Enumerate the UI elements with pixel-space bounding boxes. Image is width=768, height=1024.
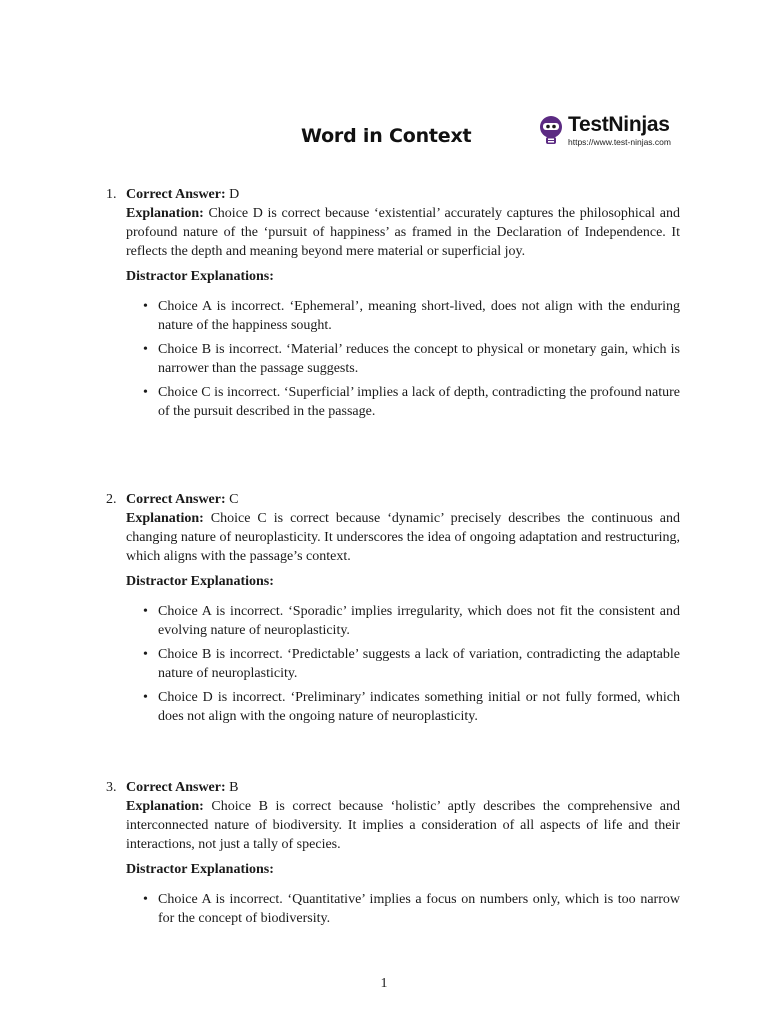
correct-answer-value: D	[229, 187, 240, 202]
testninjas-logo[interactable]	[538, 113, 688, 149]
distractor-list	[126, 890, 680, 928]
correct-answer-line	[126, 185, 680, 204]
correct-answer-line	[126, 490, 680, 509]
bullet-icon: •	[143, 342, 148, 357]
ninja-mascot-icon	[538, 115, 564, 145]
correct-answer-value: B	[229, 780, 239, 795]
question-number: 3.	[106, 780, 117, 795]
distractor-text: Choice B is incorrect. ‘Material’ reduces the concept to physical or monetary gain, which is narrower than the passage suggests.	[158, 342, 680, 376]
distractor-heading: Distractor Explanations:	[126, 862, 274, 877]
explanation	[126, 204, 680, 261]
distractor-text: Choice B is incorrect. ‘Predictable’ suggests a lack of variation, contradicting the adaptable nature of neuroplasticity.	[158, 647, 680, 681]
distractor-item	[126, 383, 680, 421]
explanation	[126, 797, 680, 854]
explanation	[126, 509, 680, 566]
page-title: Word in Context	[301, 125, 472, 147]
page-header	[0, 0, 768, 170]
correct-answer-value: C	[229, 492, 239, 507]
question-number: 1.	[106, 187, 117, 202]
correct-answer-label: Correct Answer:	[126, 492, 226, 507]
distractor-text: Choice D is incorrect. ‘Preliminary’ indicates something initial or not fully formed, which does not align with the ongoing nature of neuroplasticity.	[158, 690, 680, 724]
distractor-heading: Distractor Explanations:	[126, 574, 274, 589]
bullet-icon: •	[143, 299, 148, 314]
bullet-icon: •	[143, 647, 148, 662]
explanation-text: Choice D is correct because ‘existential’ accurately captures the philosophical and profound nature of the ‘pursuit of happiness’ as framed in the Declaration of Independence. It reflects the depth and meaning beyond mere material or superficial joy.	[126, 206, 680, 259]
distractor-item	[126, 688, 680, 726]
distractor-item	[126, 890, 680, 928]
logo-url[interactable]: https://www.test-ninjas.com	[568, 137, 671, 147]
explanation-label: Explanation:	[126, 511, 204, 526]
distractor-text: Choice A is incorrect. ‘Quantitative’ implies a focus on numbers only, which is too narrow for the concept of biodiversity.	[158, 892, 680, 926]
bullet-icon: •	[143, 690, 148, 705]
question-number: 2.	[106, 492, 117, 507]
distractor-text: Choice A is incorrect. ‘Ephemeral’, meaning short-lived, does not align with the enduring nature of the happiness sought.	[158, 299, 680, 333]
distractor-text: Choice C is incorrect. ‘Superficial’ implies a lack of depth, contradicting the profound nature of the pursuit described in the passage.	[158, 385, 680, 419]
explanation-label: Explanation:	[126, 799, 204, 814]
bullet-icon: •	[143, 385, 148, 400]
explanation-text: Choice B is correct because ‘holistic’ aptly describes the comprehensive and interconnected nature of biodiversity. It implies a consideration of all aspects of life and their interactions, not just a tally of species.	[126, 799, 680, 852]
distractor-list	[126, 602, 680, 726]
distractor-text: Choice A is incorrect. ‘Sporadic’ implies irregularity, which does not fit the consistent and evolving nature of neuroplasticity.	[158, 604, 680, 638]
correct-answer-line	[126, 778, 680, 797]
explanation-label: Explanation:	[126, 206, 204, 221]
distractor-item	[126, 297, 680, 335]
distractor-item	[126, 645, 680, 683]
explanation-text: Choice C is correct because ‘dynamic’ precisely describes the continuous and changing nature of neuroplasticity. It underscores the idea of ongoing adaptation and restructuring, which aligns with the passage’s context.	[126, 511, 680, 564]
distractor-heading: Distractor Explanations:	[126, 269, 274, 284]
page-number: 1	[380, 976, 388, 991]
correct-answer-label: Correct Answer:	[126, 780, 226, 795]
bullet-icon: •	[143, 604, 148, 619]
logo-wordmark: TestNinjas	[568, 113, 670, 136]
distractor-item	[126, 340, 680, 378]
distractor-list	[126, 297, 680, 421]
distractor-item	[126, 602, 680, 640]
correct-answer-label: Correct Answer:	[126, 187, 226, 202]
bullet-icon: •	[143, 892, 148, 907]
